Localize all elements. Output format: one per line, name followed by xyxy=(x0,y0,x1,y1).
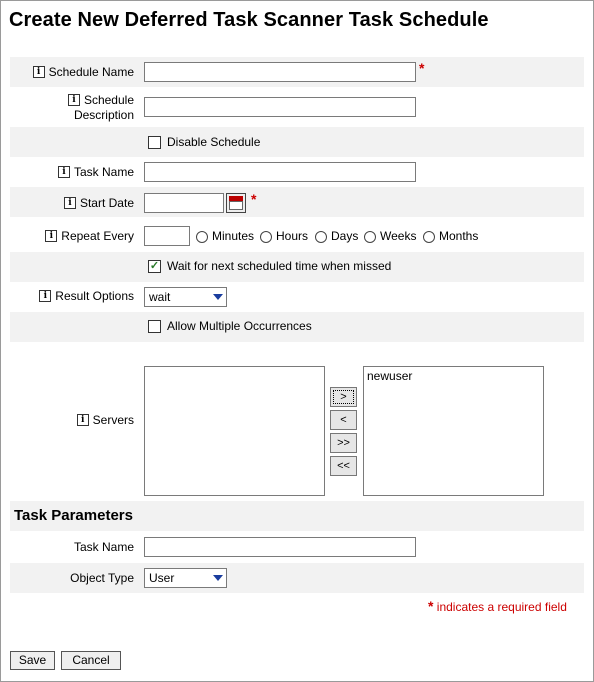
wait-for-next-checkbox[interactable] xyxy=(148,260,161,273)
row-band xyxy=(10,127,584,157)
allow-multiple-checkbox[interactable] xyxy=(148,320,161,333)
chevron-down-icon xyxy=(213,294,223,300)
start-date-input[interactable] xyxy=(144,193,224,213)
schedule-name-label: i Schedule Name xyxy=(33,65,134,79)
start-date-label: i Start Date xyxy=(64,196,134,210)
result-options-value: wait xyxy=(149,290,171,304)
required-star: * xyxy=(428,598,434,614)
schedule-description-label: i Schedule Description xyxy=(68,93,134,123)
object-type-select[interactable] xyxy=(144,568,227,588)
param-task-name-label: Task Name xyxy=(73,540,134,554)
info-icon[interactable]: i xyxy=(33,66,45,78)
task-name-label: i Task Name xyxy=(58,165,134,179)
available-servers-list[interactable] xyxy=(144,366,325,496)
repeat-every-label: i Repeat Every xyxy=(45,229,134,243)
schedule-name-input[interactable] xyxy=(144,62,416,82)
chevron-down-icon xyxy=(213,575,223,581)
add-all-button[interactable]: >> xyxy=(330,433,357,453)
object-type-label: Object Type xyxy=(70,571,134,585)
allow-multiple-label: Allow Multiple Occurrences xyxy=(167,319,312,333)
info-icon[interactable]: i xyxy=(64,197,76,209)
cancel-button[interactable]: Cancel xyxy=(61,651,121,670)
hours-label: Hours xyxy=(276,229,309,243)
weeks-radio[interactable] xyxy=(364,231,376,243)
repeat-every-input[interactable] xyxy=(144,226,190,246)
result-options-select[interactable] xyxy=(144,287,227,307)
page-title: Create New Deferred Task Scanner Task Schedule xyxy=(9,9,489,31)
disable-schedule-checkbox[interactable] xyxy=(148,136,161,149)
minutes-label: Minutes xyxy=(212,229,255,243)
list-item[interactable]: newuser xyxy=(367,369,413,383)
required-star: * xyxy=(419,60,425,76)
remove-all-button[interactable]: << xyxy=(330,456,357,476)
days-label: Days xyxy=(331,229,359,243)
schedule-description-input[interactable] xyxy=(144,97,416,117)
months-label: Months xyxy=(439,229,479,243)
required-field-note: * indicates a required field xyxy=(428,598,567,614)
save-button[interactable]: Save xyxy=(10,651,55,670)
calendar-icon[interactable] xyxy=(226,193,246,213)
remove-button[interactable]: < xyxy=(330,410,357,430)
task-name-input[interactable] xyxy=(144,162,416,182)
task-parameters-heading: Task Parameters xyxy=(14,507,133,524)
checkmark-icon: ✓ xyxy=(149,260,160,272)
minutes-radio[interactable] xyxy=(196,231,208,243)
info-icon[interactable]: i xyxy=(77,414,89,426)
selected-servers-list[interactable] xyxy=(363,366,544,496)
wait-for-next-label: Wait for next scheduled time when missed xyxy=(167,259,392,273)
info-icon[interactable]: i xyxy=(58,166,70,178)
weeks-label: Weeks xyxy=(380,229,417,243)
days-radio[interactable] xyxy=(315,231,327,243)
servers-label: i Servers xyxy=(77,413,134,427)
result-options-label: i Result Options xyxy=(39,289,134,303)
object-type-value: User xyxy=(149,571,175,585)
param-task-name-input[interactable] xyxy=(144,537,416,557)
add-button[interactable]: > xyxy=(330,387,357,407)
info-icon[interactable]: i xyxy=(39,290,51,302)
info-icon[interactable]: i xyxy=(68,94,80,106)
hours-radio[interactable] xyxy=(260,231,272,243)
disable-schedule-label: Disable Schedule xyxy=(167,135,261,149)
required-star: * xyxy=(251,191,257,207)
months-radio[interactable] xyxy=(423,231,435,243)
info-icon[interactable]: i xyxy=(45,230,57,242)
